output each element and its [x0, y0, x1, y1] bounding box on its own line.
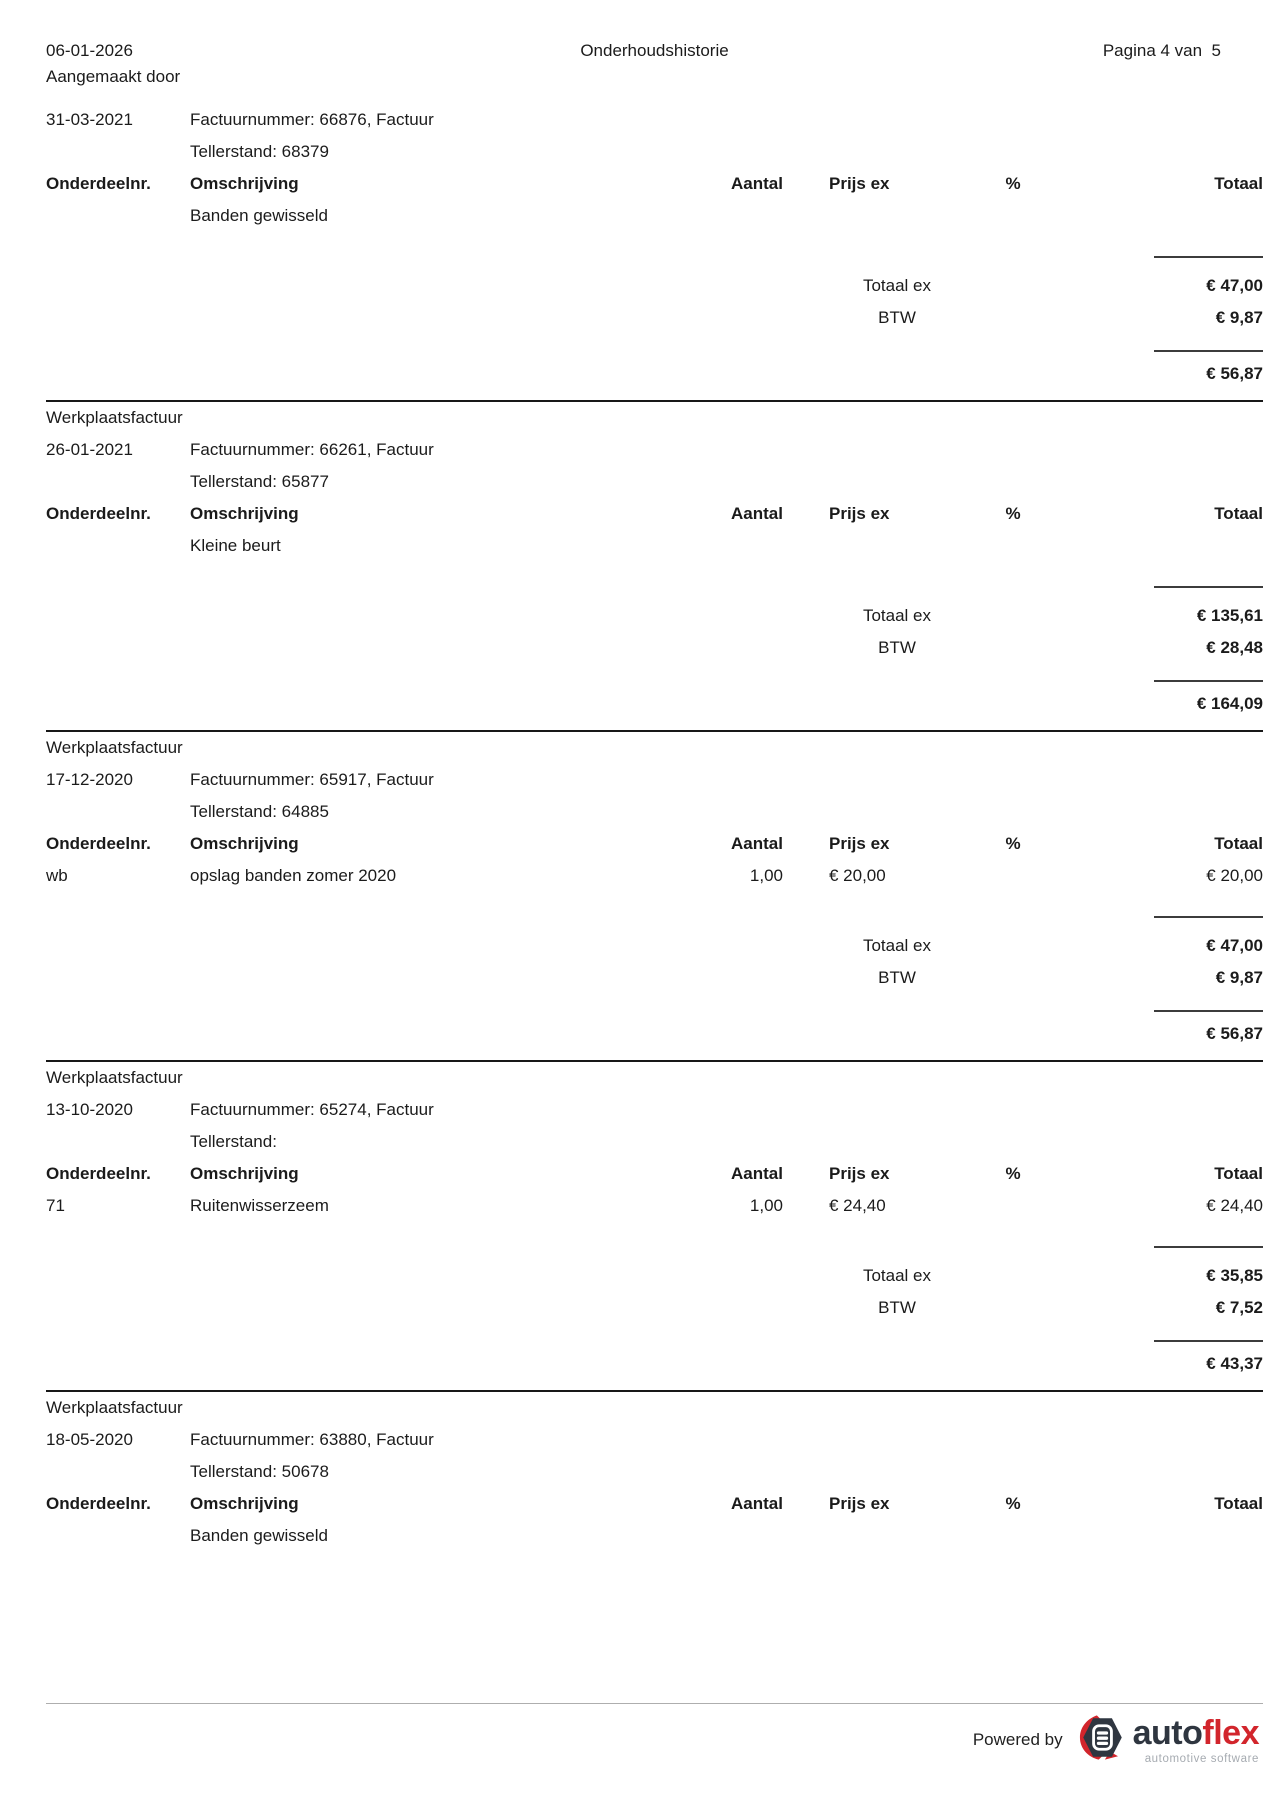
col-total-header: Totaal — [1214, 504, 1263, 523]
grand-total-rule — [1154, 680, 1263, 682]
total-ex-amount: € 135,61 — [1196, 606, 1263, 625]
total-ex-amount: € 47,00 — [1206, 276, 1263, 295]
grand-total-rule — [1154, 1010, 1263, 1012]
vat-label: BTW — [878, 1298, 916, 1317]
item-row — [46, 530, 1263, 562]
total-ex-row — [46, 270, 1263, 302]
invoice-number-line: Factuurnummer: 65917, Factuur — [190, 770, 434, 789]
footer-divider — [46, 1703, 1263, 1704]
item-price-ex: € 24,40 — [829, 1196, 886, 1215]
odometer-line: Tellerstand: — [190, 1132, 277, 1151]
invoice-meta-row — [46, 104, 1263, 136]
invoice-meta-row — [46, 764, 1263, 796]
col-qty-header: Aantal — [731, 1164, 783, 1183]
invoice-number-line: Factuurnummer: 65274, Factuur — [190, 1100, 434, 1119]
item-row — [46, 860, 1263, 892]
table-header-row — [46, 828, 1263, 860]
section-label: Werkplaatsfactuur — [46, 738, 183, 757]
table-header-row — [46, 168, 1263, 200]
col-description-header: Omschrijving — [190, 1494, 299, 1513]
total-ex-label: Totaal ex — [862, 1266, 932, 1285]
item-total: € 20,00 — [1206, 866, 1263, 885]
vat-row — [46, 302, 1263, 334]
vat-label: BTW — [878, 968, 916, 987]
invoice-meta-row — [46, 1094, 1263, 1126]
item-description: Ruitenwisserzeem — [190, 1196, 329, 1215]
powered-by-label: Powered by — [972, 1730, 1063, 1749]
col-description-header: Omschrijving — [190, 834, 299, 853]
total-ex-amount: € 35,85 — [1206, 1266, 1263, 1285]
vat-amount: € 28,48 — [1206, 638, 1263, 657]
col-qty-header: Aantal — [731, 504, 783, 523]
col-description-header: Omschrijving — [190, 1164, 299, 1183]
report-date: 06-01-2026 — [46, 41, 133, 60]
invoice-meta-row — [46, 434, 1263, 466]
total-ex-row — [46, 930, 1263, 962]
col-total-header: Totaal — [1214, 1164, 1263, 1183]
vat-label: BTW — [878, 308, 916, 327]
invoice-meta-row — [46, 1456, 1263, 1488]
col-part-header: Onderdeelnr. — [46, 1494, 151, 1513]
col-total-header: Totaal — [1214, 834, 1263, 853]
col-qty-header: Aantal — [731, 174, 783, 193]
invoice-meta-row — [46, 136, 1263, 168]
col-price-header: Prijs ex — [829, 174, 890, 193]
item-qty: 1,00 — [749, 866, 783, 885]
created-by-label: Aangemaakt door — [46, 67, 181, 86]
odometer-line: Tellerstand: 68379 — [190, 142, 329, 161]
section-label: Werkplaatsfactuur — [46, 1068, 183, 1087]
total-ex-label: Totaal ex — [862, 606, 932, 625]
vat-label: BTW — [878, 638, 916, 657]
autoflex-wordmark — [1132, 1713, 1259, 1765]
table-header-row — [46, 1158, 1263, 1190]
grand-total-row — [46, 1348, 1263, 1380]
page-indicator: Pagina 4 van 5 — [1102, 41, 1221, 60]
wordmark-flex: flex — [1202, 1713, 1259, 1752]
grand-total-row — [46, 1018, 1263, 1050]
item-row — [46, 200, 1263, 232]
vat-row — [46, 1292, 1263, 1324]
col-qty-header: Aantal — [731, 1494, 783, 1513]
item-part-no: wb — [46, 866, 68, 885]
invoice-date: 13-10-2020 — [46, 1100, 133, 1119]
col-price-header: Prijs ex — [829, 1164, 890, 1183]
grand-total-rule — [1154, 350, 1263, 352]
section-label: Werkplaatsfactuur — [46, 1398, 183, 1417]
vat-row — [46, 632, 1263, 664]
col-pct-header: % — [1005, 1494, 1021, 1513]
grand-total-row — [46, 688, 1263, 720]
total-ex-label: Totaal ex — [862, 276, 932, 295]
grand-total-row — [46, 358, 1263, 390]
odometer-line: Tellerstand: 64885 — [190, 802, 329, 821]
col-pct-header: % — [1005, 834, 1021, 853]
col-pct-header: % — [1005, 174, 1021, 193]
col-price-header: Prijs ex — [829, 834, 890, 853]
grand-total-amount: € 164,09 — [1196, 694, 1263, 713]
invoice-number-line: Factuurnummer: 66876, Factuur — [190, 110, 434, 129]
item-description: Kleine beurt — [190, 536, 281, 555]
vat-row — [46, 962, 1263, 994]
page-title: Onderhoudshistorie — [580, 41, 729, 60]
invoice-section — [46, 764, 1263, 1060]
item-qty: 1,00 — [749, 1196, 783, 1215]
invoice-date: 26-01-2021 — [46, 440, 133, 459]
wordmark-auto: auto — [1132, 1713, 1203, 1752]
invoice-meta-row — [46, 1126, 1263, 1158]
vat-amount: € 9,87 — [1215, 308, 1263, 327]
table-header-row — [46, 1488, 1263, 1520]
invoice-meta-row — [46, 1424, 1263, 1456]
item-price-ex: € 20,00 — [829, 866, 886, 885]
col-part-header: Onderdeelnr. — [46, 1164, 151, 1183]
table-header-row — [46, 498, 1263, 530]
autoflex-logo — [1079, 1714, 1259, 1766]
odometer-line: Tellerstand: 50678 — [190, 1462, 329, 1481]
item-description: opslag banden zomer 2020 — [190, 866, 397, 885]
grand-total-rule — [1154, 1340, 1263, 1342]
invoice-number-line: Factuurnummer: 66261, Factuur — [190, 440, 434, 459]
report-header — [46, 0, 1263, 90]
odometer-line: Tellerstand: 65877 — [190, 472, 329, 491]
vat-amount: € 7,52 — [1215, 1298, 1263, 1317]
invoice-section — [46, 434, 1263, 730]
item-total: € 24,40 — [1206, 1196, 1263, 1215]
item-description: Banden gewisseld — [190, 1526, 328, 1545]
col-part-header: Onderdeelnr. — [46, 834, 151, 853]
invoice-date: 31-03-2021 — [46, 110, 133, 129]
section-label: Werkplaatsfactuur — [46, 408, 183, 427]
grand-total-amount: € 56,87 — [1206, 364, 1263, 383]
vat-amount: € 9,87 — [1215, 968, 1263, 987]
item-row — [46, 1520, 1263, 1552]
col-pct-header: % — [1005, 504, 1021, 523]
col-pct-header: % — [1005, 1164, 1021, 1183]
total-ex-label: Totaal ex — [862, 936, 932, 955]
invoice-meta-row — [46, 466, 1263, 498]
invoice-section — [46, 104, 1263, 400]
col-description-header: Omschrijving — [190, 504, 299, 523]
col-description-header: Omschrijving — [190, 174, 299, 193]
item-description: Banden gewisseld — [190, 206, 328, 225]
invoice-section — [46, 1094, 1263, 1390]
col-total-header: Totaal — [1214, 174, 1263, 193]
autoflex-logo-icon — [1079, 1714, 1126, 1766]
invoice-number-line: Factuurnummer: 63880, Factuur — [190, 1430, 434, 1449]
col-part-header: Onderdeelnr. — [46, 174, 151, 193]
page-footer — [46, 1703, 1263, 1766]
col-price-header: Prijs ex — [829, 504, 890, 523]
grand-total-amount: € 43,37 — [1206, 1354, 1263, 1373]
invoice-section — [46, 1424, 1263, 1552]
col-part-header: Onderdeelnr. — [46, 504, 151, 523]
total-ex-row — [46, 600, 1263, 632]
total-ex-amount: € 47,00 — [1206, 936, 1263, 955]
col-qty-header: Aantal — [731, 834, 783, 853]
invoice-date: 17-12-2020 — [46, 770, 133, 789]
item-row — [46, 1190, 1263, 1222]
grand-total-amount: € 56,87 — [1206, 1024, 1263, 1043]
col-price-header: Prijs ex — [829, 1494, 890, 1513]
invoice-date: 18-05-2020 — [46, 1430, 133, 1449]
total-ex-row — [46, 1260, 1263, 1292]
col-total-header: Totaal — [1214, 1494, 1263, 1513]
invoice-meta-row — [46, 796, 1263, 828]
autoflex-tagline: automotive software — [1144, 1752, 1259, 1765]
item-part-no: 71 — [46, 1196, 65, 1215]
